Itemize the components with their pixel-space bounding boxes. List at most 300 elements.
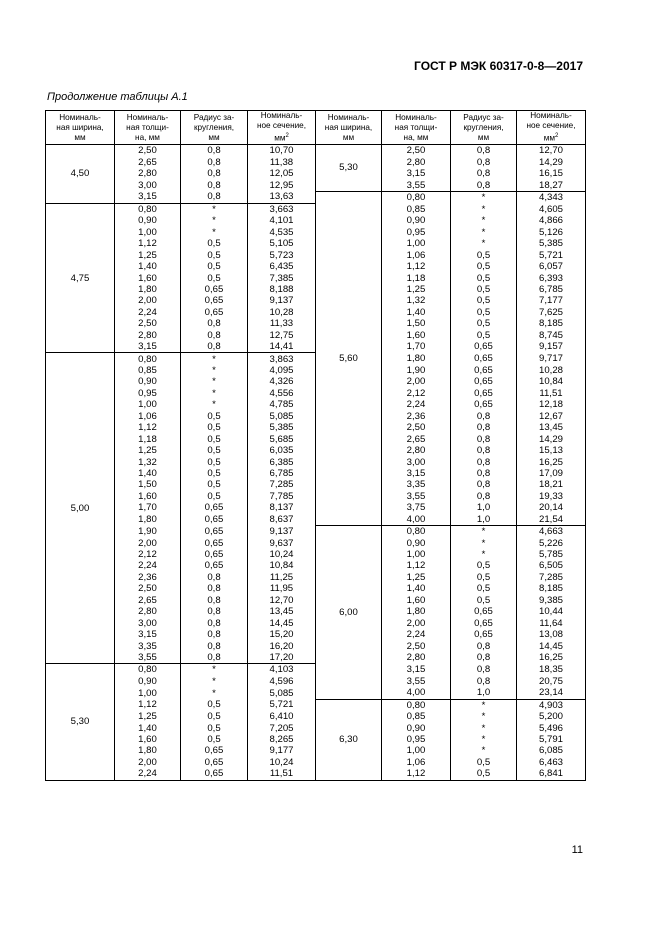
thickness-cell-right: 0,80 [382,525,451,537]
radius-cell-left: 0,5 [181,468,248,479]
thickness-cell-left: 1,06 [115,411,181,422]
thickness-cell-left: 0,90 [115,376,181,387]
section-cell-left: 3,863 [248,353,316,365]
radius-cell-right: 0,8 [451,179,517,191]
thickness-cell-right: 0,95 [382,734,451,745]
section-cell-left: 10,24 [248,757,316,768]
thickness-cell-left: 1,12 [115,238,181,249]
radius-cell-right: 0,65 [451,399,517,410]
section-cell-left: 10,24 [248,549,316,560]
radius-cell-left: * [181,203,248,215]
section-cell-left: 3,663 [248,203,316,215]
section-cell-right: 17,09 [517,468,586,479]
thickness-cell-right: 2,80 [382,156,451,167]
radius-cell-right: * [451,215,517,226]
radius-cell-right: * [451,203,517,215]
radius-cell-left: 0,8 [181,572,248,583]
radius-cell-right: 0,8 [451,468,517,479]
thickness-cell-left: 2,24 [115,560,181,571]
section-cell-left: 12,05 [248,168,316,179]
thickness-cell-right: 1,25 [382,572,451,583]
radius-cell-left: 0,5 [181,411,248,422]
thickness-cell-right: 0,80 [382,699,451,711]
section-cell-left: 4,785 [248,399,316,410]
radius-cell-left: 0,5 [181,456,248,467]
section-cell-right: 21,54 [517,514,586,526]
thickness-cell-right: 0,90 [382,722,451,733]
section-cell-right: 12,18 [517,399,586,410]
thickness-cell-right: 1,06 [382,757,451,768]
radius-cell-right: 0,5 [451,768,517,780]
thickness-cell-right: 3,55 [382,491,451,502]
radius-cell-left: 0,5 [181,479,248,490]
thickness-cell-left: 3,15 [115,629,181,640]
section-cell-right: 11,64 [517,617,586,628]
thickness-cell-right: 1,70 [382,341,451,353]
radius-cell-left: 0,8 [181,191,248,203]
table-row [46,145,586,157]
section-cell-left: 8,188 [248,284,316,295]
section-cell-right: 23,14 [517,687,586,699]
table-header-row [46,111,586,145]
radius-cell-right: 0,65 [451,341,517,353]
thickness-cell-left: 2,24 [115,768,181,780]
section-cell-left: 13,45 [248,606,316,617]
radius-cell-right: 0,5 [451,583,517,594]
thickness-cell-right: 4,00 [382,514,451,526]
thickness-cell-left: 0,95 [115,388,181,399]
section-cell-left: 4,103 [248,664,316,676]
section-cell-right: 20,75 [517,676,586,687]
radius-cell-left: 0,8 [181,640,248,651]
section-cell-right: 8,185 [517,318,586,329]
section-cell-right: 19,33 [517,491,586,502]
thickness-cell-left: 1,80 [115,745,181,756]
radius-cell-right: 0,8 [451,479,517,490]
section-cell-right: 16,25 [517,652,586,664]
table-row [46,191,586,203]
thickness-cell-left: 0,90 [115,676,181,687]
thickness-cell-right: 1,12 [382,768,451,780]
thickness-cell-left: 1,80 [115,514,181,526]
radius-cell-left: 0,65 [181,549,248,560]
thickness-cell-right: 1,80 [382,353,451,365]
radius-cell-left: 0,65 [181,307,248,318]
radius-cell-right: 0,8 [451,664,517,676]
thickness-cell-left: 1,50 [115,479,181,490]
section-cell-right: 5,496 [517,722,586,733]
thickness-cell-left: 3,55 [115,652,181,664]
thickness-cell-left: 3,35 [115,640,181,651]
radius-cell-left: * [181,353,248,365]
radius-cell-left: 0,65 [181,560,248,571]
radius-cell-right: 0,5 [451,318,517,329]
radius-cell-left: 0,8 [181,330,248,341]
radius-cell-left: 0,65 [181,537,248,548]
thickness-cell-right: 3,35 [382,479,451,490]
section-cell-left: 6,385 [248,456,316,467]
thickness-cell-right: 2,50 [382,422,451,433]
section-cell-left: 4,095 [248,365,316,376]
thickness-cell-left: 1,25 [115,249,181,260]
document-code: ГОСТ Р МЭК 60317-0-8—2017 [414,59,583,73]
section-cell-right: 6,463 [517,757,586,768]
radius-cell-right: * [451,745,517,756]
thickness-cell-right: 1,25 [382,284,451,295]
radius-cell-left: 0,8 [181,583,248,594]
radius-cell-right: 0,8 [451,168,517,179]
section-cell-right: 18,21 [517,479,586,490]
section-cell-left: 7,785 [248,491,316,502]
thickness-cell-left: 1,40 [115,468,181,479]
radius-cell-left: 0,5 [181,249,248,260]
radius-cell-right: 0,65 [451,629,517,640]
section-cell-right: 6,393 [517,272,586,283]
section-cell-left: 11,33 [248,318,316,329]
thickness-cell-right: 1,06 [382,249,451,260]
radius-cell-left: 0,65 [181,525,248,537]
table-caption: Продолжение таблицы А.1 [47,91,188,103]
section-cell-left: 5,385 [248,422,316,433]
section-cell-left: 5,085 [248,687,316,699]
radius-cell-right: 0,65 [451,606,517,617]
thickness-cell-right: 0,95 [382,227,451,238]
radius-cell-right: 0,8 [451,145,517,157]
section-cell-right: 10,84 [517,376,586,387]
section-cell-right: 5,785 [517,549,586,560]
section-cell-left: 17,20 [248,652,316,664]
section-cell-right: 5,226 [517,537,586,548]
section-cell-right: 16,15 [517,168,586,179]
thickness-cell-left: 1,25 [115,445,181,456]
table-body [46,145,586,781]
thickness-cell-right: 3,15 [382,664,451,676]
thickness-cell-right: 2,00 [382,376,451,387]
radius-cell-left: 0,5 [181,272,248,283]
radius-cell-right: 0,65 [451,376,517,387]
radius-cell-left: 0,5 [181,491,248,502]
section-cell-right: 15,13 [517,445,586,456]
width-cell-left: 5,00 [46,353,115,664]
section-cell-left: 14,41 [248,341,316,353]
radius-cell-right: 0,8 [451,411,517,422]
radius-cell-left: 0,65 [181,295,248,306]
section-cell-left: 4,535 [248,227,316,238]
thickness-cell-right: 1,00 [382,745,451,756]
thickness-cell-left: 2,50 [115,145,181,157]
thickness-cell-left: 0,80 [115,664,181,676]
section-cell-right: 10,28 [517,365,586,376]
radius-cell-left: 0,8 [181,145,248,157]
section-cell-right: 6,785 [517,284,586,295]
thickness-cell-right: 0,85 [382,711,451,722]
section-cell-right: 6,841 [517,768,586,780]
thickness-cell-right: 1,00 [382,238,451,249]
radius-cell-left: 0,8 [181,156,248,167]
radius-cell-right: 0,8 [451,156,517,167]
section-cell-left: 5,105 [248,238,316,249]
section-cell-left: 13,63 [248,191,316,203]
thickness-cell-right: 2,65 [382,433,451,444]
section-cell-left: 5,723 [248,249,316,260]
radius-cell-left: 0,5 [181,734,248,745]
section-cell-right: 9,717 [517,353,586,365]
thickness-cell-right: 1,60 [382,330,451,341]
width-cell-right: 5,60 [316,191,382,525]
section-cell-right: 12,70 [517,145,586,157]
thickness-cell-left: 2,80 [115,606,181,617]
thickness-cell-right: 1,80 [382,606,451,617]
thickness-cell-left: 2,65 [115,595,181,606]
width-cell-left: 5,30 [46,664,115,780]
section-cell-right: 5,791 [517,734,586,745]
thickness-cell-left: 3,00 [115,179,181,191]
section-cell-right: 8,745 [517,330,586,341]
radius-cell-right: 0,5 [451,330,517,341]
thickness-cell-right: 1,40 [382,583,451,594]
section-cell-left: 9,137 [248,525,316,537]
col-header-section-right: Номиналь- ное сечение, $мм^2$ [517,111,586,145]
section-cell-left: 9,637 [248,537,316,548]
thickness-cell-right: 3,15 [382,168,451,179]
radius-cell-left: 0,5 [181,422,248,433]
thickness-cell-left: 0,80 [115,353,181,365]
thickness-cell-right: 2,80 [382,652,451,664]
thickness-cell-left: 1,60 [115,272,181,283]
radius-cell-right: 0,5 [451,261,517,272]
radius-cell-right: 0,8 [451,652,517,664]
thickness-cell-left: 1,40 [115,722,181,733]
radius-cell-left: 0,8 [181,617,248,628]
radius-cell-right: 0,5 [451,249,517,260]
radius-cell-right: * [451,699,517,711]
thickness-cell-left: 2,00 [115,537,181,548]
radius-cell-left: 0,5 [181,238,248,249]
thickness-cell-left: 1,80 [115,284,181,295]
thickness-cell-left: 1,60 [115,491,181,502]
thickness-cell-left: 2,24 [115,307,181,318]
thickness-cell-left: 3,00 [115,617,181,628]
radius-cell-right: 0,65 [451,388,517,399]
radius-cell-left: * [181,676,248,687]
radius-cell-right: * [451,722,517,733]
section-cell-right: 9,157 [517,341,586,353]
thickness-cell-right: 2,24 [382,629,451,640]
radius-cell-right: * [451,549,517,560]
col-header-thickness-right: Номиналь- ная толщи- на, мм [382,111,451,145]
section-cell-left: 11,38 [248,156,316,167]
width-cell-left: 4,50 [46,145,115,204]
radius-cell-left: * [181,388,248,399]
thickness-cell-left: 2,65 [115,156,181,167]
radius-cell-right: * [451,191,517,203]
thickness-cell-left: 2,12 [115,549,181,560]
thickness-cell-right: 4,00 [382,687,451,699]
section-cell-right: 7,177 [517,295,586,306]
section-cell-right: 10,44 [517,606,586,617]
section-cell-right: 16,25 [517,456,586,467]
thickness-cell-left: 3,15 [115,191,181,203]
radius-cell-right: 0,5 [451,284,517,295]
thickness-cell-left: 0,90 [115,215,181,226]
section-cell-left: 11,25 [248,572,316,583]
section-cell-left: 4,101 [248,215,316,226]
section-cell-left: 12,95 [248,179,316,191]
width-cell-right: 5,30 [316,145,382,192]
radius-cell-right: * [451,537,517,548]
section-cell-right: 4,866 [517,215,586,226]
radius-cell-left: * [181,664,248,676]
thickness-cell-left: 2,36 [115,572,181,583]
thickness-cell-right: 1,60 [382,595,451,606]
thickness-cell-left: 1,90 [115,525,181,537]
table-row [46,525,586,537]
thickness-cell-left: 0,80 [115,203,181,215]
section-cell-right: 20,14 [517,502,586,513]
section-cell-right: 6,505 [517,560,586,571]
thickness-cell-right: 1,40 [382,307,451,318]
radius-cell-right: 0,5 [451,307,517,318]
radius-cell-left: * [181,376,248,387]
thickness-cell-right: 1,00 [382,549,451,560]
section-cell-left: 7,385 [248,272,316,283]
thickness-cell-right: 0,90 [382,215,451,226]
thickness-cell-right: 1,18 [382,272,451,283]
section-cell-right: 4,663 [517,525,586,537]
thickness-cell-right: 1,50 [382,318,451,329]
width-cell-right: 6,00 [316,525,382,699]
section-cell-left: 5,721 [248,699,316,711]
thickness-cell-left: 1,25 [115,711,181,722]
radius-cell-left: 0,8 [181,168,248,179]
thickness-cell-left: 3,15 [115,341,181,353]
section-cell-right: 14,29 [517,433,586,444]
radius-cell-left: 0,5 [181,711,248,722]
col-header-width-right: Номиналь- ная ширина, мм [316,111,382,145]
thickness-cell-left: 1,00 [115,227,181,238]
section-cell-left: 16,20 [248,640,316,651]
section-cell-right: 11,51 [517,388,586,399]
radius-cell-right: 1,0 [451,502,517,513]
radius-cell-right: 0,8 [451,433,517,444]
radius-cell-left: 0,5 [181,445,248,456]
thickness-cell-left: 0,85 [115,365,181,376]
radius-cell-right: 0,5 [451,295,517,306]
radius-cell-right: 0,65 [451,353,517,365]
radius-cell-right: 0,65 [451,617,517,628]
thickness-cell-left: 1,70 [115,502,181,513]
radius-cell-right: 0,8 [451,640,517,651]
section-cell-right: 4,343 [517,191,586,203]
radius-cell-left: 0,5 [181,699,248,711]
thickness-cell-right: 2,50 [382,145,451,157]
thickness-cell-right: 3,00 [382,456,451,467]
radius-cell-left: 0,8 [181,318,248,329]
width-cell-right: 6,30 [316,699,382,780]
section-cell-right: 6,057 [517,261,586,272]
section-cell-left: 12,75 [248,330,316,341]
section-cell-left: 9,137 [248,295,316,306]
col-header-thickness-left: Номиналь- ная толщи- на, мм [115,111,181,145]
section-cell-left: 10,70 [248,145,316,157]
col-header-radius-right: Радиус за- кругления, мм [451,111,517,145]
radius-cell-left: 0,65 [181,768,248,780]
section-cell-left: 4,596 [248,676,316,687]
radius-cell-left: 0,8 [181,179,248,191]
radius-cell-left: 0,8 [181,652,248,664]
radius-cell-right: * [451,734,517,745]
section-cell-right: 5,200 [517,711,586,722]
section-cell-right: 4,903 [517,699,586,711]
radius-cell-left: 0,5 [181,433,248,444]
section-cell-left: 6,785 [248,468,316,479]
dimensions-table [45,110,586,781]
thickness-cell-left: 2,50 [115,583,181,594]
section-cell-left: 5,685 [248,433,316,444]
thickness-cell-right: 0,80 [382,191,451,203]
thickness-cell-right: 2,24 [382,399,451,410]
thickness-cell-right: 3,15 [382,468,451,479]
radius-cell-left: * [181,365,248,376]
radius-cell-left: 0,8 [181,341,248,353]
thickness-cell-right: 2,50 [382,640,451,651]
section-cell-left: 4,326 [248,376,316,387]
width-cell-left: 4,75 [46,203,115,353]
thickness-cell-left: 2,50 [115,318,181,329]
thickness-cell-left: 1,12 [115,699,181,711]
radius-cell-left: * [181,215,248,226]
radius-cell-right: * [451,227,517,238]
radius-cell-right: 0,5 [451,272,517,283]
radius-cell-left: 0,65 [181,502,248,513]
section-cell-left: 7,205 [248,722,316,733]
section-cell-right: 18,27 [517,179,586,191]
radius-cell-right: 0,8 [451,456,517,467]
radius-cell-left: 0,5 [181,261,248,272]
section-cell-left: 15,20 [248,629,316,640]
radius-cell-right: 0,8 [451,422,517,433]
radius-cell-right: 0,5 [451,757,517,768]
col-header-radius-left: Радиус за- кругления, мм [181,111,248,145]
section-cell-left: 8,137 [248,502,316,513]
radius-cell-right: 0,5 [451,560,517,571]
section-cell-left: 8,265 [248,734,316,745]
thickness-cell-left: 1,18 [115,433,181,444]
thickness-cell-right: 2,00 [382,617,451,628]
radius-cell-right: 0,5 [451,595,517,606]
radius-cell-left: 0,65 [181,745,248,756]
section-cell-right: 14,29 [517,156,586,167]
thickness-cell-right: 0,85 [382,203,451,215]
section-cell-right: 5,126 [517,227,586,238]
radius-cell-right: * [451,711,517,722]
section-cell-right: 7,285 [517,572,586,583]
radius-cell-right: 0,5 [451,572,517,583]
radius-cell-left: * [181,227,248,238]
section-cell-right: 4,605 [517,203,586,215]
thickness-cell-right: 0,90 [382,537,451,548]
section-cell-left: 12,70 [248,595,316,606]
thickness-cell-right: 1,12 [382,560,451,571]
thickness-cell-right: 2,12 [382,388,451,399]
thickness-cell-left: 1,60 [115,734,181,745]
section-cell-left: 11,51 [248,768,316,780]
section-cell-left: 7,285 [248,479,316,490]
radius-cell-right: 0,8 [451,676,517,687]
section-cell-right: 5,385 [517,238,586,249]
thickness-cell-left: 1,32 [115,456,181,467]
thickness-cell-left: 2,00 [115,757,181,768]
